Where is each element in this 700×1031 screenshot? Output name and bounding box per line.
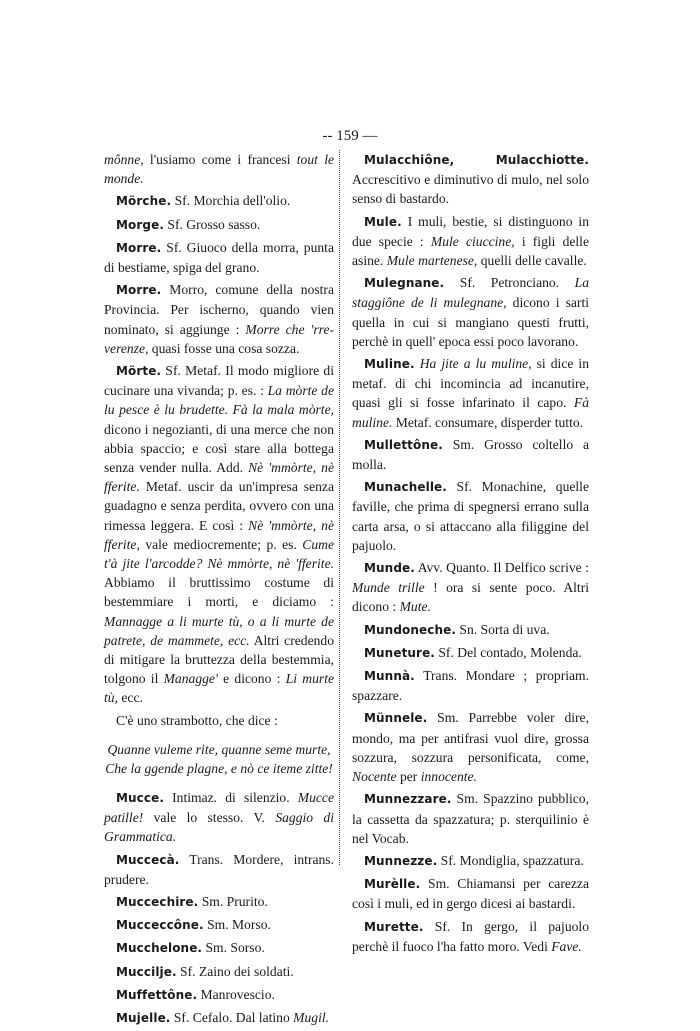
entry-text: Sf. Cefalo. Dal latino (170, 1009, 294, 1025)
entry-text: Sf. Morchia dell'olio. (171, 193, 291, 209)
dictionary-entry (352, 212, 589, 271)
entry-text: Sm. Prurito. (198, 893, 268, 909)
entry-text: Sm. Spazzino pubblico, la cassetta da spazzatura; p. sterquilinio è nel Vocab. (352, 791, 589, 846)
column-divider (339, 150, 340, 865)
entry-text: Sm. Grosso coltello a molla. (352, 436, 589, 473)
entry-text: Sf. Grosso sasso. (164, 216, 261, 232)
italic-text: La mòrte de lu pesce è lu brudette. Fà la mala mòrte, (104, 383, 334, 418)
italic-text: innocente. (420, 769, 477, 785)
entry-text: Altri credendo di mitigare la bruttezza della bestemmia, tolgono il (104, 632, 334, 687)
dictionary-entry (104, 850, 334, 889)
entry-text: Morro, comune della nostra Provincia. Per ischerno, quando vien nominato, si aggiunge : (104, 282, 334, 337)
entry-text: l'usiamo come i francesi (143, 152, 297, 167)
entry-text: Metaf. uscir da un'impresa senza guadagno e senza perdita, ovvero con una rimessa leggera. E così : (104, 479, 334, 533)
dictionary-entry (104, 938, 334, 958)
dictionary-entry (104, 962, 334, 982)
entry-text: Sm. Morso. (203, 917, 271, 933)
dictionary-entry (104, 280, 334, 358)
entry-text: Accrescitivo e diminutivo di mulo, nel solo senso di bastardo. (352, 172, 589, 207)
entry-headword: Munde. (364, 561, 415, 576)
italic-text: tout le monde. (104, 152, 335, 187)
entry-text: I muli, bestie, si distinguono in due specie : (352, 213, 589, 249)
entry-text: Trans. Mordere, intrans. prudere. (104, 851, 334, 887)
italic-text: Nè 'mmòrte, nè fferite, (104, 517, 334, 552)
entry-headword: Mundoneche. (364, 622, 456, 637)
dictionary-entry (352, 273, 589, 351)
entry-text: Intimaz. di silenzio. (164, 789, 298, 805)
entry-text: vale lo stesso. V. (143, 810, 276, 826)
dictionary-entry (352, 354, 589, 432)
italic-text: La staggiône de li mulegnane, (352, 275, 589, 311)
dictionary-entry (104, 238, 334, 277)
entry-text: Sf. Monachine, quelle faville, che prima di spegnersi errano sulla carta arsa, o si attaccano alla filiggine del pajuolo. (352, 479, 589, 553)
verse-block (104, 740, 334, 778)
page-number: 159 (336, 128, 359, 144)
left-column (104, 150, 334, 1031)
italic-text: Saggio di Grammatica. (104, 810, 334, 845)
italic-text: Mucce patille! (104, 789, 334, 826)
italic-text: Nè 'mmòrte, nè fferite. (104, 460, 334, 495)
entry-headword: Morre. (116, 283, 162, 298)
dictionary-entry (104, 915, 334, 935)
entry-text: si dice in metaf. di chi incomincia ad incanutire, quasi gli si fosse infarinato il capo. (352, 356, 590, 411)
verse-line: Quanne vuleme rite, quanne seme murte, (107, 741, 331, 757)
verse-line: Che la ggende plagne, e nò ce iteme zitte! (105, 760, 333, 776)
entry-headword: Muline. (364, 357, 415, 372)
entry-text: Avv. Quanto. Il Delfico scrive : (414, 560, 589, 576)
italic-text: Munde trille (352, 580, 425, 596)
entry-headword: Munnezze. (364, 853, 438, 868)
entry-headword: Mujelle. (116, 1010, 171, 1025)
entry-text: e dicono : (217, 671, 286, 687)
entry-text: Manrovescio. (197, 986, 275, 1002)
entry-text: quelli delle cavalle. (477, 253, 587, 269)
entry-headword: Mulegnane. (364, 276, 445, 291)
entry-text: C'è uno strambotto, che dice : (116, 712, 278, 728)
entry-text: Sf. Zaino dei soldati. (176, 963, 294, 979)
dictionary-entry (104, 711, 334, 730)
italic-text: Mule martenese, (386, 253, 478, 269)
entry-headword: Münnele. (364, 711, 428, 726)
entry-text: Sf. Mondiglia, spazzatura. (437, 852, 584, 868)
entry-text: vale mediocremente; p. es. (139, 536, 303, 552)
entry-text: Sf. Giuoco della morra, punta di bestiame, spiga del grano. (104, 239, 334, 276)
dictionary-entry (352, 435, 589, 474)
italic-text: Mute. (399, 599, 431, 615)
italic-text: Morre che 'rre-verenze, (104, 321, 335, 356)
entry-headword: Mucceccône. (116, 918, 204, 933)
dictionary-entry (352, 643, 589, 663)
italic-text: Mugil. (293, 1009, 330, 1025)
italic-text: Nocente (352, 769, 397, 785)
italic-text: Fà muline. (352, 395, 589, 430)
entry-text: Sf. Del contado, Molenda. (434, 644, 582, 660)
dictionary-entry (352, 708, 589, 786)
entry-headword: Muccilje. (116, 964, 177, 979)
italic-text: Fave. (551, 938, 582, 954)
dictionary-entry (352, 789, 589, 848)
entry-headword: Mucce. (116, 790, 165, 805)
entry-headword: Mullettône. (364, 437, 443, 452)
dictionary-entry (352, 851, 589, 871)
dictionary-entry (352, 666, 589, 705)
entry-headword: Morge. (116, 217, 164, 232)
dictionary-entry (104, 215, 334, 235)
dictionary-entry (352, 917, 589, 956)
entry-text: per (396, 769, 421, 785)
entry-headword: Muccechire. (116, 894, 199, 909)
dictionary-entry (352, 558, 589, 617)
dictionary-entry (104, 1008, 334, 1028)
italic-text: Mule ciuccine, (430, 233, 515, 249)
entry-continuation (104, 150, 334, 188)
entry-headword: Mucchelone. (116, 941, 203, 956)
entry-text: Sf. Petronciano. (444, 275, 575, 291)
entry-text: Metaf. consumare, disperder tutto. (392, 414, 584, 430)
entry-text: Sm. Parrebbe voler dire, mondo, ma per antifrasi vuol dire, grossa sozzura, sozzura personificata, come, (352, 710, 589, 765)
dictionary-entry (104, 361, 334, 708)
entry-text: dicono i negozianti, di una merce che non abbia spaccio; e così stare alla bottega senza vender nulla. Add. (104, 421, 334, 476)
entry-headword: Mule. (364, 214, 402, 229)
entry-text: dicono i sarti quella in cui si mangiano questi frutti, perchè in quell' epoca essi poco lavorano. (352, 295, 589, 349)
entry-text: Sn. Sorta di uva. (456, 621, 550, 637)
entry-text: Sf. Metaf. Il modo migliore di cucinare una vivanda; p. es. : (104, 363, 334, 399)
entry-headword: Morre. (116, 240, 162, 255)
dictionary-entry (352, 620, 589, 640)
entry-headword: Muffettône. (116, 987, 198, 1002)
entry-headword: Mörche. (116, 194, 172, 209)
italic-text: mônne, (104, 152, 144, 167)
entry-headword: Munachelle. (364, 480, 447, 495)
entry-headword: Murette. (364, 919, 424, 934)
italic-text: Managge' (163, 671, 218, 687)
italic-text: Ha jite a lu muline, (419, 356, 532, 372)
dictionary-entry (104, 892, 334, 912)
dictionary-entry (352, 874, 589, 913)
entry-headword: Murèlle. (364, 877, 421, 892)
entry-text: Sm. Chiamansi per carezza così i muli, ed in gergo dicesi ai bastardi. (352, 876, 589, 912)
entry-headword: Muccecà. (116, 852, 180, 867)
entry-text: Trans. Mondare ; propriam. spazzare. (352, 668, 589, 704)
italic-text: Mannagge a li murte tù, o a li murte de patrete, de mammete, ecc. (104, 613, 334, 648)
entry-text: i figli delle asine. (352, 233, 589, 269)
dictionary-entry (104, 985, 334, 1005)
entry-headword: Munnezzare. (364, 792, 452, 807)
entry-text: ! ora si sente poco. Altri dicono : (352, 580, 589, 615)
entry-text: quasi fosse una cosa sozza. (148, 340, 300, 356)
dictionary-entry (104, 788, 334, 847)
entry-text: Abbiamo il bruttissimo costume di bestemmiare i morti, e diciamo : (104, 575, 334, 610)
entry-headword: Mulacchiône, Mulacchiotte. (364, 153, 589, 167)
right-column (352, 150, 589, 959)
entry-text: ecc. (117, 690, 143, 706)
entry-text: Sm. Sorso. (202, 940, 265, 956)
dictionary-entry (104, 191, 334, 211)
entry-headword: Munnà. (364, 669, 415, 684)
page-header: -- 159 — (322, 128, 378, 144)
italic-text: Li murte tù, (104, 671, 335, 706)
entry-text: Sf. In gergo, il pajuolo perchè il fuoco l'ha fatto moro. Vedi (352, 918, 589, 954)
dictionary-entry (352, 477, 589, 555)
entry-headword: Muneture. (364, 645, 435, 660)
entry-headword: Mörte. (116, 364, 162, 379)
dictionary-entry (352, 150, 589, 209)
italic-text: Cume t'à jite l'arcodde? Nè mmòrte, nè 'fferite. (104, 536, 334, 572)
